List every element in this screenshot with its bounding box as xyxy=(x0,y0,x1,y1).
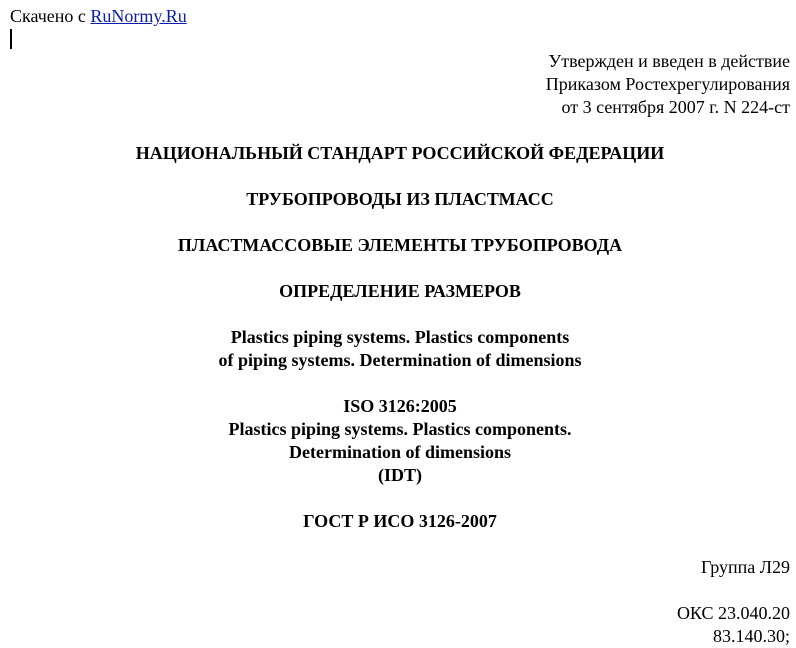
title-ru-3 xyxy=(0,280,796,303)
source-line xyxy=(10,5,187,28)
oks-code-2: 83.140.30; xyxy=(712,626,790,646)
iso-title-line-2: Determination of dimensions xyxy=(289,442,511,462)
gost-code: ГОСТ Р ИСО 3126-2007 xyxy=(303,511,497,531)
national-standard-text: НАЦИОНАЛЬНЫЙ СТАНДАРТ РОССИЙСКОЙ ФЕДЕРАЦИИ xyxy=(135,143,665,163)
approval-line-2: Приказом Ростехрегулирования xyxy=(545,74,790,94)
title-en xyxy=(0,326,796,372)
iso-code: ISO 3126:2005 xyxy=(343,396,457,416)
title-ru-1 xyxy=(0,188,796,211)
title-en-line-1: Plastics piping systems. Plastics components xyxy=(230,327,570,347)
idt-marker: (IDT) xyxy=(378,465,422,485)
title-ru-2-text: ПЛАСТМАССОВЫЕ ЭЛЕМЕНТЫ ТРУБОПРОВОДА xyxy=(177,235,623,255)
title-ru-2 xyxy=(0,234,796,257)
title-en-line-2: of piping systems. Determination of dimensions xyxy=(218,350,582,370)
approval-block xyxy=(546,50,790,119)
group-label: Группа Л29 xyxy=(701,557,790,577)
iso-title-line-1: Plastics piping systems. Plastics components. xyxy=(228,419,572,439)
approval-line-3: от 3 сентября 2007 г. N 224-ст xyxy=(561,97,790,117)
text-cursor xyxy=(10,29,12,49)
source-link[interactable]: RuNormy.Ru xyxy=(90,6,187,26)
title-ru-1-text: ТРУБОПРОВОДЫ ИЗ ПЛАСТМАСС xyxy=(246,189,554,209)
title-ru-3-text: ОПРЕДЕЛЕНИЕ РАЗМЕРОВ xyxy=(279,281,521,301)
gost-code-heading xyxy=(0,510,796,533)
iso-block xyxy=(0,395,796,487)
national-standard-heading xyxy=(0,142,796,165)
oks-code-1: ОКС 23.040.20 xyxy=(676,603,790,623)
source-prefix: Скачено с xyxy=(10,6,91,26)
approval-line-1: Утвержден и введен в действие xyxy=(548,51,790,71)
